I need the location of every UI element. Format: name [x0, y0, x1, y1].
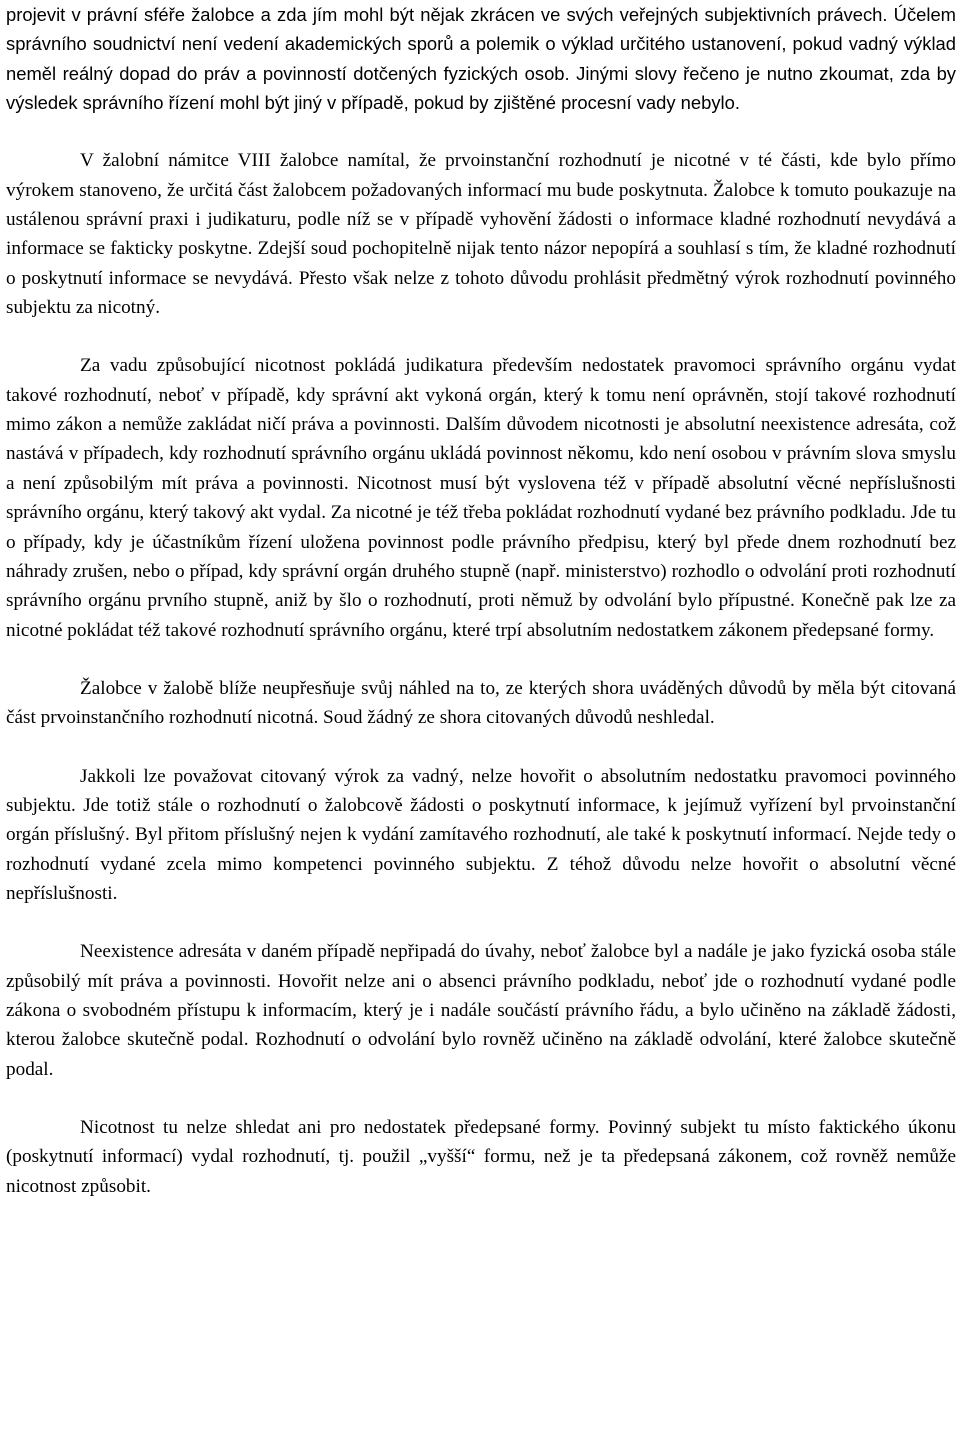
paragraph-gap [6, 117, 956, 146]
paragraph-2: V žalobní námitce VIII žalobce namítal, že prvoinstanční rozhodnutí je nicotné v té části, kde bylo přímo výrokem stanoveno, že určitá část žalobcem požadovaných informací mu bude poskytnuta. Žalobce k tomuto poukazuje na ustálenou správní praxi i judikaturu, podle níž se v případě vyhovění žádosti o informace kladné rozhodnutí nevydává a informace se fakticky poskytne. Zdejší soud pochopitelně nijak tento názor nepopírá a souhlasí s tím, že kladné rozhodnutí o poskytnutí informace se nevydává. Přesto však nelze z tohoto důvodu prohlásit předmětný výrok rozhodnutí povinného subjektu za nicotný. [6, 150, 956, 319]
document-page [6, 0, 956, 1201]
paragraph-6: Neexistence adresáta v daném případě nepřipadá do úvahy, neboť žalobce byl a nadále je jako fyzická osoba stále způsobilý mít práva a povinnosti. Hovořit nelze ani o absenci právního podkladu, neboť jde o rozhodnutí vydané podle zákona o svobodném přístupu k informacím, který je i nadále součástí právního řádu, a bylo učiněno na základě žádosti, kterou žalobce skutečně podal. Rozhodnutí o odvolání bylo rovněž učiněno na základě odvolání, které žalobce skutečně podal. [6, 941, 956, 1080]
paragraph-3: Za vadu způsobující nicotnost pokládá judikatura především nedostatek pravomoci správního orgánu vydat takové rozhodnutí, neboť v případě, kdy správní akt vykoná orgán, který k tomu není oprávněn, stojí takové rozhodnutí mimo zákon a nemůže zakládat ničí práva a povinnosti. Dalším důvodem nicotnosti je absolutní neexistence adresáta, což nastává v případech, kdy rozhodnutí správního orgánu ukládá povinnost někomu, kdo není osobou v právním slova smyslu a není způsobilým mít práva a povinnosti. Nicotnost musí být vyslovena též v případě absolutní věcné nepříslušnosti správního orgánu, který takový akt vydal. Za nicotné je též třeba pokládat rozhodnutí vydané bez právního podkladu. Jde tu o případy, kdy je účastníkům řízení uložena povinnost podle právního předpisu, který byl přede dnem rozhodnutí bez náhrady zrušen, nebo o případ, kdy správní orgán druhého stupně (např. ministerstvo) rozhodlo o odvolání proti rozhodnutí správního orgánu prvního stupně, aniž by šlo o rozhodnutí, proti němuž by odvolání bylo přípustné. Konečně pak lze za nicotné pokládat též takové rozhodnutí správního orgánu, které trpí absolutním nedostatkem zákonem předepsané formy. [6, 355, 956, 641]
paragraph-gap [6, 908, 956, 937]
paragraph-5: Jakkoli lze považovat citovaný výrok za vadný, nelze hovořit o absolutním nedostatku pravomoci povinného subjektu. Jde totiž stále o rozhodnutí o žalobcově žádosti o poskytnutí informace, k jejímuž vyřízení byl prvoinstanční orgán příslušný. Byl přitom příslušný nejen k vydání zamítavého rozhodnutí, ale také k poskytnutí informací. Nejde tedy o rozhodnutí vydané zcela mimo kompetenci povinného subjektu. Z téhož důvodu nelze hovořit o absolutní věcné nepříslušnosti. [6, 765, 956, 904]
paragraph-gap [6, 645, 956, 674]
paragraph-1: projevit v právní sféře žalobce a zda jím mohl být nějak zkrácen ve svých veřejných subjektivních právech. Účelem správního soudnictví není vedení akademických sporů a polemik o výklad určitého ustanovení, pokud vadný výklad neměl reálný dopad do práv a povinností dotčených fyzických osob. Jinými slovy řečeno je nutno zkoumat, zda by výsledek správního řízení mohl být jiný v případě, pokud by zjištěné procesní vady nebylo. [6, 4, 956, 114]
paragraph-4: Žalobce v žalobě blíže neupřesňuje svůj náhled na to, ze kterých shora uváděných důvodů by měla být citovaná část prvoinstančního rozhodnutí nicotná. Soud žádný ze shora citovaných důvodů neshledal. [6, 677, 956, 729]
paragraph-gap [6, 1084, 956, 1113]
paragraph-gap [6, 733, 956, 762]
paragraph-gap [6, 322, 956, 351]
paragraph-7: Nicotnost tu nelze shledat ani pro nedostatek předepsané formy. Povinný subjekt tu místo faktického úkonu (poskytnutí informací) vydal rozhodnutí, tj. použil „vyšší“ formu, než je ta předepsaná zákonem, což rovněž nemůže nicotnost způsobit. [6, 1117, 956, 1197]
